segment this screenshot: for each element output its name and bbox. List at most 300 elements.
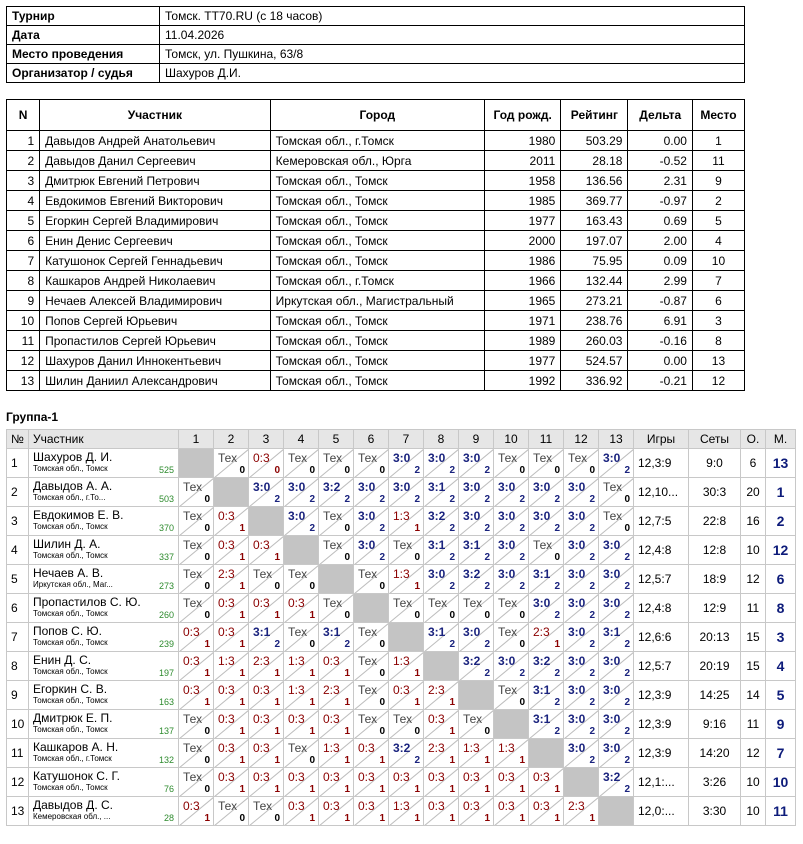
place: 5 <box>692 211 744 231</box>
match-result <box>179 478 213 506</box>
match-result <box>319 797 353 825</box>
match-result-cell <box>354 565 389 594</box>
points-stat: 15 <box>741 623 766 652</box>
match-score: 0:3 <box>253 741 270 755</box>
match-points: 1 <box>204 639 210 650</box>
participant-city: Томская обл., г.Томск <box>270 271 484 291</box>
row-number: 3 <box>7 171 40 191</box>
match-score: 0:3 <box>323 654 340 668</box>
match-result-cell <box>494 739 529 768</box>
match-result-cell <box>564 710 599 739</box>
match-result <box>494 565 528 593</box>
match-result-cell <box>599 478 634 507</box>
match-result-cell <box>354 623 389 652</box>
match-score: 2:3 <box>253 654 270 668</box>
place: 3 <box>692 311 744 331</box>
match-result-cell <box>459 739 494 768</box>
grid-participant-rating: 260 <box>158 610 174 620</box>
match-points: 2 <box>554 581 560 592</box>
match-result-cell <box>529 652 564 681</box>
grid-participant <box>29 507 179 536</box>
rating-delta: -0.97 <box>628 191 693 211</box>
table-row <box>7 331 745 351</box>
rating-delta: -0.16 <box>628 331 693 351</box>
match-points: 0 <box>484 726 490 737</box>
grid-row-number: 8 <box>7 652 29 681</box>
match-result-cell <box>284 478 319 507</box>
match-result <box>564 536 598 564</box>
final-place: 5 <box>766 681 796 710</box>
match-score: 0:3 <box>253 596 270 610</box>
participant-name: Евдокимов Евгений Викторович <box>40 191 271 211</box>
grid-header-cell: 3 <box>249 430 284 449</box>
match-result-cell <box>319 797 354 826</box>
match-result-cell <box>529 536 564 565</box>
rating-delta: 0.69 <box>628 211 693 231</box>
match-result-cell <box>459 768 494 797</box>
match-score: Тех <box>288 741 308 755</box>
row-number: 5 <box>7 211 40 231</box>
participant-city: Томская обл., Томск <box>270 251 484 271</box>
match-score: 2:3 <box>533 625 550 639</box>
match-result <box>424 449 458 477</box>
match-result <box>459 710 493 738</box>
group-results-grid <box>6 429 796 826</box>
match-score: 3:0 <box>358 480 376 494</box>
participants-header-cell: N <box>7 100 40 131</box>
match-result <box>564 565 598 593</box>
match-result <box>354 623 388 651</box>
participant-name: Дмитрюк Евгений Петрович <box>40 171 271 191</box>
match-score: 0:3 <box>533 770 550 784</box>
match-result <box>214 652 248 680</box>
match-result <box>249 681 283 709</box>
match-result <box>424 594 458 622</box>
grid-participant-city: Томская обл., г.То... <box>33 493 106 502</box>
grid-diagonal-cell <box>459 681 494 710</box>
match-result <box>284 739 318 767</box>
grid-row-number: 12 <box>7 768 29 797</box>
match-points: 0 <box>414 552 420 563</box>
match-points: 1 <box>414 668 420 679</box>
match-score: 0:3 <box>253 770 270 784</box>
match-score: 3:0 <box>358 538 376 552</box>
participant-name: Шахуров Данил Иннокентьевич <box>40 351 271 371</box>
row-number: 9 <box>7 291 40 311</box>
match-result <box>599 652 633 680</box>
match-result-cell <box>599 652 634 681</box>
match-result-cell <box>494 449 529 478</box>
sets-stat: 12:9 <box>689 594 741 623</box>
match-result-cell <box>389 768 424 797</box>
participant-city: Кемеровская обл., Юрга <box>270 151 484 171</box>
row-number: 4 <box>7 191 40 211</box>
match-result <box>529 681 563 709</box>
match-points: 1 <box>414 784 420 795</box>
match-points: 0 <box>379 465 385 476</box>
grid-diagonal-cell <box>214 478 249 507</box>
match-result <box>459 536 493 564</box>
match-result <box>249 565 283 593</box>
match-score: 3:0 <box>568 741 586 755</box>
match-result <box>459 739 493 767</box>
match-result <box>214 449 248 477</box>
match-score: 1:3 <box>218 654 235 668</box>
match-result-cell <box>319 739 354 768</box>
place: 13 <box>692 351 744 371</box>
match-points: 0 <box>344 523 350 534</box>
final-place: 3 <box>766 623 796 652</box>
match-points: 2 <box>589 610 595 621</box>
match-score: 1:3 <box>288 654 305 668</box>
match-points: 2 <box>519 668 525 679</box>
match-score: 0:3 <box>253 712 270 726</box>
match-score: Тех <box>603 480 623 494</box>
match-result-cell <box>354 449 389 478</box>
row-number: 12 <box>7 351 40 371</box>
match-result-cell <box>179 710 214 739</box>
match-score: 0:3 <box>253 538 270 552</box>
birth-year: 1966 <box>485 271 561 291</box>
place: 2 <box>692 191 744 211</box>
grid-row <box>7 768 796 797</box>
match-result <box>354 797 388 825</box>
grid-participant <box>29 710 179 739</box>
match-score: 0:3 <box>358 799 375 813</box>
match-result <box>179 652 213 680</box>
match-score: 3:0 <box>603 683 621 697</box>
match-result-cell <box>249 623 284 652</box>
match-points: 0 <box>554 465 560 476</box>
match-result <box>249 623 283 651</box>
match-points: 1 <box>344 726 350 737</box>
match-result <box>424 710 458 738</box>
match-points: 2 <box>624 784 630 795</box>
info-row <box>7 26 745 45</box>
match-score: Тех <box>533 538 553 552</box>
match-points: 2 <box>344 639 350 650</box>
match-result-cell <box>599 594 634 623</box>
match-result <box>564 797 598 825</box>
match-points: 0 <box>344 465 350 476</box>
points-stat: 12 <box>741 739 766 768</box>
match-result-cell <box>284 449 319 478</box>
match-result <box>214 594 248 622</box>
match-points: 0 <box>309 465 315 476</box>
match-result-cell <box>599 710 634 739</box>
match-points: 0 <box>624 523 630 534</box>
match-points: 0 <box>204 784 210 795</box>
match-points: 1 <box>449 784 455 795</box>
table-row <box>7 231 745 251</box>
match-result <box>564 681 598 709</box>
match-score: Тех <box>463 596 483 610</box>
match-result-cell <box>214 507 249 536</box>
grid-participant <box>29 478 179 507</box>
points-stat: 10 <box>741 536 766 565</box>
grid-row <box>7 681 796 710</box>
match-result-cell <box>284 594 319 623</box>
match-points: 2 <box>589 494 595 505</box>
sets-stat: 14:20 <box>689 739 741 768</box>
match-score: 1:3 <box>498 741 515 755</box>
match-points: 1 <box>484 755 490 766</box>
match-result <box>284 478 318 506</box>
match-score: Тех <box>603 509 623 523</box>
match-result-cell <box>249 478 284 507</box>
match-points: 1 <box>239 523 245 534</box>
match-score: 3:0 <box>253 480 271 494</box>
participant-city: Томская обл., г.Томск <box>270 131 484 151</box>
match-result-cell <box>389 681 424 710</box>
grid-diagonal-cell <box>494 710 529 739</box>
match-score: 3:0 <box>603 712 621 726</box>
match-score: Тех <box>463 712 483 726</box>
grid-participant-name: Попов С. Ю. <box>33 624 102 638</box>
match-result-cell <box>529 623 564 652</box>
games-stat: 12,4:8 <box>634 536 689 565</box>
match-result <box>319 739 353 767</box>
grid-row <box>7 797 796 826</box>
rating: 238.76 <box>561 311 628 331</box>
match-result-cell <box>249 681 284 710</box>
match-points: 0 <box>344 552 350 563</box>
match-points: 0 <box>519 639 525 650</box>
points-stat: 10 <box>741 768 766 797</box>
grid-row <box>7 623 796 652</box>
grid-participant-rating: 132 <box>158 755 174 765</box>
participant-name: Енин Денис Сергеевич <box>40 231 271 251</box>
match-result-cell <box>319 449 354 478</box>
match-score: Тех <box>253 799 273 813</box>
match-result-cell <box>599 536 634 565</box>
match-result <box>529 507 563 535</box>
games-stat: 12,10... <box>634 478 689 507</box>
match-result-cell <box>564 681 599 710</box>
match-score: Тех <box>183 712 203 726</box>
grid-diagonal-cell <box>599 797 634 826</box>
match-points: 1 <box>414 697 420 708</box>
group-title: Группа-1 <box>6 410 59 424</box>
rating: 136.56 <box>561 171 628 191</box>
match-result <box>494 478 528 506</box>
grid-participant-rating: 273 <box>158 581 174 591</box>
match-result-cell <box>564 478 599 507</box>
birth-year: 1985 <box>485 191 561 211</box>
match-result <box>389 594 423 622</box>
final-place: 2 <box>766 507 796 536</box>
match-score: 0:3 <box>393 770 410 784</box>
grid-header-cell: 5 <box>319 430 354 449</box>
match-points: 0 <box>519 465 525 476</box>
grid-participant-name: Егоркин С. В. <box>33 682 108 696</box>
rating-delta: 2.99 <box>628 271 693 291</box>
sets-stat: 3:26 <box>689 768 741 797</box>
match-result <box>214 681 248 709</box>
match-result <box>214 768 248 796</box>
match-result-cell <box>424 565 459 594</box>
match-score: 0:3 <box>183 799 200 813</box>
match-points: 1 <box>239 697 245 708</box>
match-score: 2:3 <box>323 683 340 697</box>
match-points: 0 <box>379 726 385 737</box>
match-points: 1 <box>554 813 560 824</box>
grid-row <box>7 710 796 739</box>
grid-row-number: 4 <box>7 536 29 565</box>
match-result <box>494 768 528 796</box>
match-points: 2 <box>519 523 525 534</box>
match-score: 0:3 <box>218 683 235 697</box>
participant-city: Томская обл., Томск <box>270 351 484 371</box>
match-result <box>494 623 528 651</box>
match-result <box>424 565 458 593</box>
match-points: 1 <box>239 784 245 795</box>
match-result-cell <box>564 507 599 536</box>
match-points: 2 <box>624 552 630 563</box>
match-points: 1 <box>589 813 595 824</box>
participant-city: Томская обл., Томск <box>270 331 484 351</box>
match-result-cell <box>354 681 389 710</box>
match-result-cell <box>389 652 424 681</box>
match-result-cell <box>389 449 424 478</box>
match-result <box>494 681 528 709</box>
participant-city: Томская обл., Томск <box>270 371 484 391</box>
participants-header-cell: Рейтинг <box>561 100 628 131</box>
games-stat: 12,5:7 <box>634 652 689 681</box>
match-points: 2 <box>484 581 490 592</box>
match-result-cell <box>249 652 284 681</box>
match-score: 3:0 <box>568 596 586 610</box>
match-result <box>249 478 283 506</box>
participant-city: Иркутская обл., Магистральный <box>270 291 484 311</box>
match-result-cell <box>179 652 214 681</box>
match-result <box>249 710 283 738</box>
match-result <box>494 652 528 680</box>
match-result <box>599 536 633 564</box>
place: 9 <box>692 171 744 191</box>
match-result <box>179 681 213 709</box>
games-stat: 12,5:7 <box>634 565 689 594</box>
grid-diagonal-cell <box>564 768 599 797</box>
match-result <box>249 739 283 767</box>
rating: 75.95 <box>561 251 628 271</box>
match-score: 3:0 <box>463 480 481 494</box>
match-points: 0 <box>204 581 210 592</box>
match-points: 0 <box>519 697 525 708</box>
row-number: 10 <box>7 311 40 331</box>
match-result-cell <box>284 739 319 768</box>
grid-header-cell: 2 <box>214 430 249 449</box>
match-score: Тех <box>498 683 518 697</box>
info-row <box>7 64 745 83</box>
match-result-cell <box>494 797 529 826</box>
match-result <box>389 681 423 709</box>
grid-participant-rating: 370 <box>158 523 174 533</box>
match-score: 3:0 <box>358 509 376 523</box>
grid-participant <box>29 681 179 710</box>
match-result <box>564 594 598 622</box>
match-score: Тех <box>323 596 343 610</box>
match-points: 0 <box>379 639 385 650</box>
grid-participant-city: Томская обл., Томск <box>33 783 108 792</box>
games-stat: 12,3:9 <box>634 681 689 710</box>
match-result <box>354 536 388 564</box>
match-result <box>599 478 633 506</box>
grid-header-cell: 4 <box>284 430 319 449</box>
grid-row-number: 13 <box>7 797 29 826</box>
match-result <box>599 449 633 477</box>
match-result-cell <box>179 565 214 594</box>
match-score: Тех <box>358 567 378 581</box>
match-points: 1 <box>449 813 455 824</box>
match-result-cell <box>214 710 249 739</box>
row-number: 1 <box>7 131 40 151</box>
place: 10 <box>692 251 744 271</box>
points-stat: 6 <box>741 449 766 478</box>
match-points: 0 <box>309 755 315 766</box>
points-stat: 10 <box>741 797 766 826</box>
rating-delta: 6.91 <box>628 311 693 331</box>
match-result-cell <box>529 768 564 797</box>
match-result-cell <box>249 739 284 768</box>
match-result-cell <box>354 507 389 536</box>
match-result-cell <box>424 710 459 739</box>
grid-diagonal-cell <box>389 623 424 652</box>
match-result <box>424 681 458 709</box>
match-result-cell <box>564 594 599 623</box>
match-points: 1 <box>309 784 315 795</box>
match-result-cell <box>494 478 529 507</box>
match-result-cell <box>214 536 249 565</box>
match-result <box>459 565 493 593</box>
info-value: Шахуров Д.И. <box>160 64 745 83</box>
match-result-cell <box>319 536 354 565</box>
match-result <box>354 681 388 709</box>
match-points: 1 <box>274 697 280 708</box>
match-result-cell <box>599 768 634 797</box>
match-result <box>179 536 213 564</box>
sets-stat: 9:16 <box>689 710 741 739</box>
rating-delta: 2.00 <box>628 231 693 251</box>
match-result-cell <box>599 681 634 710</box>
match-points: 1 <box>239 581 245 592</box>
match-result <box>319 449 353 477</box>
match-score: 3:0 <box>603 741 621 755</box>
match-result-cell <box>214 681 249 710</box>
match-result <box>179 623 213 651</box>
match-result <box>179 710 213 738</box>
info-value: Томск, ул. Пушкина, 63/8 <box>160 45 745 64</box>
match-result-cell <box>494 507 529 536</box>
match-score: 3:0 <box>568 480 586 494</box>
match-result-cell <box>564 739 599 768</box>
match-result-cell <box>599 507 634 536</box>
match-result-cell <box>354 739 389 768</box>
grid-row <box>7 449 796 478</box>
match-result-cell <box>459 623 494 652</box>
info-row <box>7 7 745 26</box>
match-result-cell <box>354 797 389 826</box>
match-result <box>529 565 563 593</box>
participants-header-cell: Место <box>692 100 744 131</box>
match-points: 0 <box>589 465 595 476</box>
grid-row-number: 7 <box>7 623 29 652</box>
match-score: 1:3 <box>393 567 410 581</box>
match-result-cell <box>319 768 354 797</box>
grid-diagonal-cell <box>249 507 284 536</box>
match-result-cell <box>284 507 319 536</box>
match-result <box>389 507 423 535</box>
